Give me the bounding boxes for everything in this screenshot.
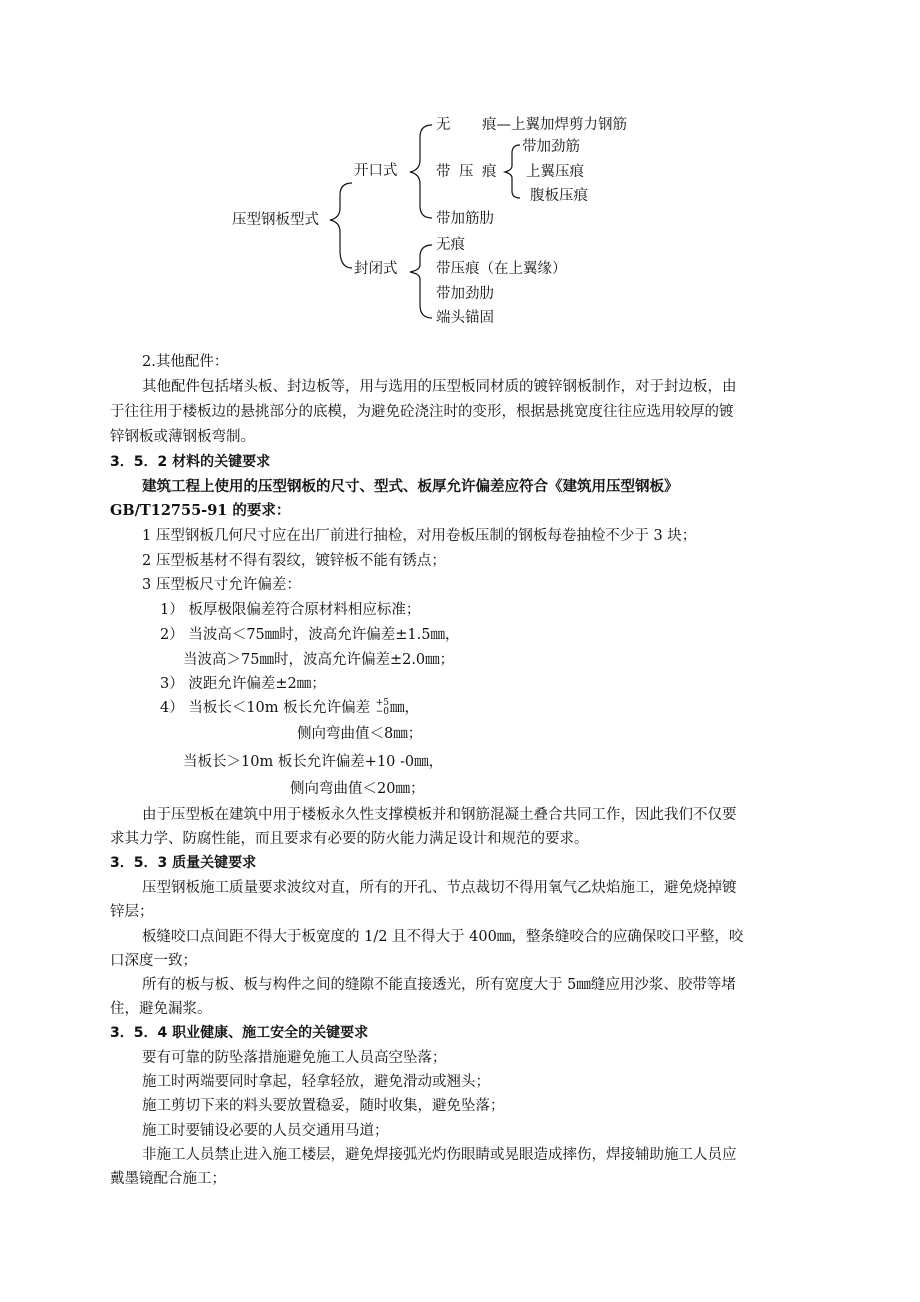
bold-line: 建筑工程上使用的压型钢板的尺寸、型式、板厚允许偏差应符合《建筑用压型钢板》 xyxy=(142,478,679,495)
sub-item: 2） 当波高＜75㎜时，波高允许偏差±1.5㎜， xyxy=(160,627,460,643)
tolerance-fraction xyxy=(376,699,389,717)
tree-press-c: 痕 xyxy=(482,164,497,180)
tree-none-a: 无 xyxy=(436,117,451,133)
sub-item: 1） 板厚极限偏差符合原材料相应标准； xyxy=(160,602,421,618)
paragraph-line: 所有的板与板、板与构件之间的缝隙不能直接透光，所有宽度大于 5㎜缝应用沙浆、胶带等堵 xyxy=(142,977,736,993)
section-heading-352: 3．5．2 材料的关键要求 xyxy=(110,454,271,470)
paragraph-line: 锌层； xyxy=(110,904,154,920)
tree-press-a: 带 xyxy=(436,164,451,180)
tree-root: 压型钢板型式 xyxy=(232,212,319,228)
sub-item: 3） 波距允许偏差±2㎜； xyxy=(160,676,326,692)
paragraph-line: 其他配件包括堵头板、封边板等，用与选用的压型板同材质的镀锌钢板制作，对于封边板，由 xyxy=(142,379,737,395)
list-item: 3 压型板尺寸允许偏差： xyxy=(142,577,301,593)
sub-item-4 xyxy=(160,698,419,718)
tolerance-minus: −0 xyxy=(375,707,390,717)
tree-closed: 封闭式 xyxy=(354,261,398,277)
paragraph-line: 口深度一致； xyxy=(110,953,197,969)
tree-closed-item: 带加劲肋 xyxy=(436,286,494,302)
tree-press-sub-2: 腹板压痕 xyxy=(530,188,588,204)
other-heading: 2.其他配件： xyxy=(142,354,229,370)
sub-item: 当波高＞75㎜时，波高允许偏差±2.0㎜； xyxy=(183,652,455,668)
tree-rib: 带加筋肋 xyxy=(436,211,494,227)
sub-item: 当板长＞10m 板长允许偏差+10 -0㎜， xyxy=(183,754,444,770)
paragraph-line: 施工时要铺设必要的人员交通用马道； xyxy=(142,1123,389,1139)
sub-item: 侧向弯曲值＜20㎜； xyxy=(290,781,425,797)
sub-item-4-unit: ㎜， xyxy=(390,700,420,716)
bold-line: GB/T12755-91 的要求： xyxy=(110,502,291,519)
paragraph-line: 非施工人员禁止进入施工楼层，避免焊接弧光灼伤眼睛或晃眼造成摔伤，焊接辅助施工人员应 xyxy=(142,1147,737,1163)
tolerance-plus: +5 xyxy=(375,698,390,708)
tree-none-b: 痕—上翼加焊剪力钢筋 xyxy=(482,117,627,133)
section-heading-353: 3．5．3 质量关键要求 xyxy=(110,855,257,871)
sub-item: 侧向弯曲值＜8㎜； xyxy=(297,726,423,742)
paragraph-line: 锌钢板或薄钢板弯制。 xyxy=(110,429,255,445)
paragraph-line: 施工时两端要同时拿起，轻拿轻放，避免滑动或翘头； xyxy=(142,1074,490,1090)
open-brace xyxy=(410,125,432,218)
paragraph-line: 压型钢板施工质量要求波纹对直，所有的开孔、节点裁切不得用氧气乙炔焰施工，避免烧掉镀 xyxy=(142,880,737,896)
press-brace xyxy=(505,145,520,198)
tree-closed-item: 带压痕（在上翼缘） xyxy=(436,261,567,277)
paragraph-line: 要有可靠的防坠落措施避免施工人员高空坠落； xyxy=(142,1050,447,1066)
tree-press-sub-1: 上翼压痕 xyxy=(526,164,584,180)
paragraph-line: 由于压型板在建筑中用于楼板永久性支撑模板并和钢筋混凝土叠合共同工作，因此我们不仅要 xyxy=(142,807,737,823)
list-item: 1 压型钢板几何尺寸应在出厂前进行抽检，对用卷板压制的钢板每卷抽检不少于 3 块； xyxy=(142,528,697,544)
paragraph-line: 住，避免漏浆。 xyxy=(110,1001,212,1017)
root-brace xyxy=(330,183,352,268)
closed-brace xyxy=(410,245,432,318)
paragraph-line: 板缝咬口点间距不得大于板宽度的 1/2 且不得大于 400㎜，整条缝咬合的应确保咬口平整，咬 xyxy=(142,929,744,945)
tree-closed-item: 端头锚固 xyxy=(436,310,494,326)
paragraph-line: 戴墨镜配合施工； xyxy=(110,1171,226,1187)
tree-closed-item: 无痕 xyxy=(436,237,465,253)
list-item: 2 压型板基材不得有裂纹，镀锌板不能有锈点； xyxy=(142,553,446,569)
paragraph-line: 求其力学、防腐性能，而且要求有必要的防火能力满足设计和规范的要求。 xyxy=(110,831,589,847)
tree-press-sub-0: 带加劲筋 xyxy=(522,139,580,155)
section-heading-354: 3．5．4 职业健康、施工安全的关键要求 xyxy=(110,1025,369,1041)
paragraph-line: 施工剪切下来的料头要放置稳妥，随时收集，避免坠落； xyxy=(142,1098,505,1114)
paragraph-line: 于往往用于楼板边的悬挑部分的底模，为避免砼浇注时的变形，根据悬挑宽度往往应选用较厚的镀 xyxy=(110,404,734,420)
tree-open: 开口式 xyxy=(354,163,398,179)
tree-press-b: 压 xyxy=(459,164,474,180)
sub-item-4-text: 4） 当板长＜10m 板长允许偏差 xyxy=(160,700,375,716)
